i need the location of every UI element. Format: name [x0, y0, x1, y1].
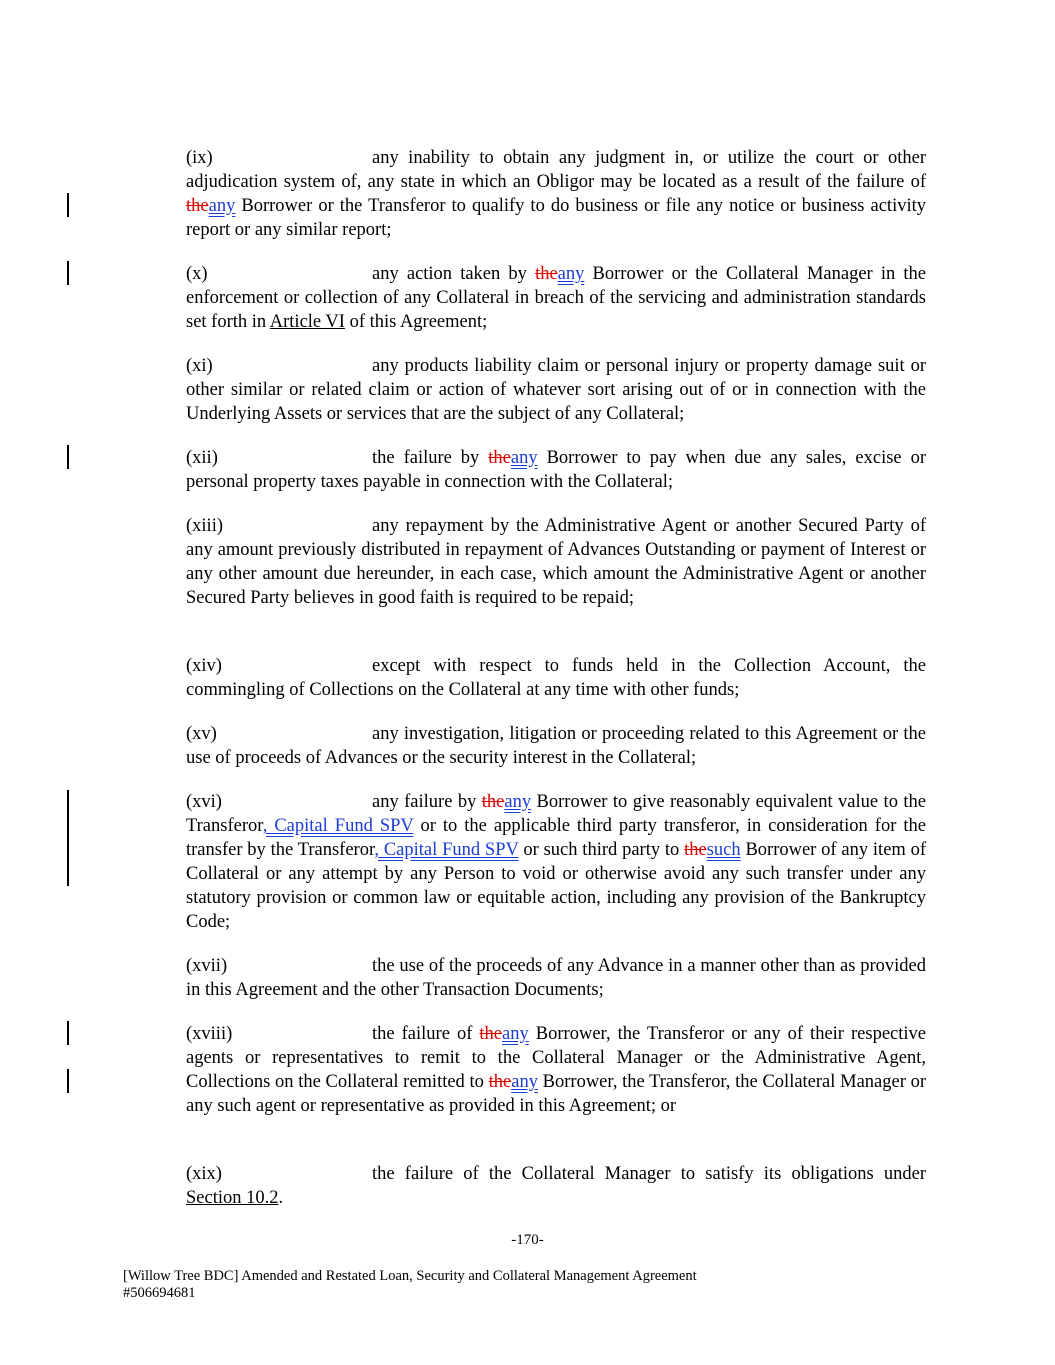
paragraph-text: the failure by: [372, 448, 489, 468]
paragraph-text: any inability to obtain any judgment in, or utilize the court or other adjudication system of, any state in which an Obligor may be located as a result of the failure of: [186, 148, 926, 192]
footer-title: [Willow Tree BDC] Amended and Restated Loan, Security and Collateral Management Agreement: [123, 1268, 697, 1284]
paragraph-number: (xiv): [186, 656, 222, 676]
paragraph-text: Borrower of any item of Collateral or any attempt by any Person to void or otherwise avoid any such transfer under any statutory provision or common law or equitable action, including any provision of the Bankruptcy Code;: [186, 840, 927, 932]
paragraph-text: or such third party to: [518, 840, 685, 860]
paragraph-text: any failure by: [372, 792, 482, 812]
paragraph-x: [186, 262, 926, 334]
paragraph-number: (xi): [186, 356, 213, 376]
paragraph-xiii: [186, 514, 926, 610]
deleted-text: the: [481, 792, 505, 812]
paragraph-number: (xix): [186, 1164, 222, 1184]
change-bar: [67, 790, 69, 886]
deleted-text: the: [479, 1024, 503, 1044]
paragraph-xix: [186, 1162, 926, 1210]
inserted-text: , Capital Fund SPV: [374, 840, 519, 860]
paragraph-number: (xiii): [186, 516, 223, 536]
paragraph-xvii: [186, 954, 926, 1002]
paragraph-xviii: [186, 1022, 926, 1118]
inserted-text: any: [504, 792, 532, 812]
paragraph-text: any repayment by the Administrative Agent or another Secured Party of any amount previously distributed in repayment of Advances Outstanding or payment of Interest or any other amount due hereunder, in each case, which amount the Administrative Agent or another Secured Party believes in good faith is required to be repaid;: [186, 516, 926, 608]
paragraph-xi: [186, 354, 926, 426]
inserted-text: any: [557, 264, 585, 284]
paragraph-text: the failure of: [372, 1024, 480, 1044]
paragraph-number: (xii): [186, 448, 218, 468]
deleted-text: the: [684, 840, 707, 860]
paragraph-text: Borrower, the Transferor or any of their respective agents or representatives to remit to the Collateral Manager or the Administrative Agent, Collections on the Collateral remitted to: [186, 1024, 926, 1092]
paragraph-number: (xviii): [186, 1024, 233, 1044]
inserted-text: , Capital Fund SPV: [262, 816, 414, 836]
inserted-text: any: [502, 1024, 529, 1044]
paragraph-text: .: [278, 1188, 284, 1208]
change-bar: [67, 1021, 69, 1045]
change-bar: [67, 193, 69, 217]
paragraph-xiv: [186, 654, 926, 702]
paragraph-text: Borrower, the Transferor, the Collateral Manager or any such agent or representative as provided in this Agreement; or: [186, 1072, 926, 1116]
paragraph-text: of this Agreement;: [344, 312, 488, 332]
deleted-text: the: [488, 448, 511, 468]
paragraph-text: Borrower to pay when due any sales, excise or personal property taxes payable in connection with the Collateral;: [186, 448, 926, 492]
paragraph-number: (xv): [186, 724, 217, 744]
paragraph-text: the failure of the Collateral Manager to satisfy its obligations under: [372, 1164, 926, 1184]
paragraph-text: Borrower or the Collateral Manager in the enforcement or collection of any Collateral in breach of the servicing and administration standards set forth in: [186, 264, 926, 332]
change-bar: [67, 445, 69, 469]
paragraph-text: any investigation, litigation or proceeding related to this Agreement or the use of proceeds of Advances or the security interest in the Collateral;: [186, 724, 926, 768]
footer-doc-id: #506694681: [123, 1285, 196, 1301]
paragraph-number: (xvi): [186, 792, 222, 812]
paragraph-text: Borrower to give reasonably equivalent value to the Transferor: [186, 792, 926, 836]
paragraph-xvi: [186, 790, 926, 934]
paragraph-text: except with respect to funds held in the Collection Account, the commingling of Collections on the Collateral at any time with other funds;: [186, 656, 926, 700]
paragraph-text: the use of the proceeds of any Advance in a manner other than as provided in this Agreement and the other Transaction Documents;: [186, 956, 926, 1000]
deleted-text: the: [535, 264, 558, 284]
paragraph-ix: [186, 146, 926, 242]
section-reference: Section 10.2: [186, 1188, 279, 1208]
document-footer: [123, 1268, 697, 1302]
paragraph-xii: [186, 446, 926, 494]
paragraph-text: any action taken by: [372, 264, 536, 284]
inserted-text: any: [208, 196, 236, 216]
paragraph-number: (ix): [186, 148, 213, 168]
paragraph-number: (x): [186, 264, 208, 284]
deleted-text: the: [488, 1072, 512, 1092]
change-bar: [67, 261, 69, 285]
page-number: -170-: [511, 1232, 544, 1248]
change-bar: [67, 1069, 69, 1093]
deleted-text: the: [186, 196, 209, 216]
paragraph-text: or to the applicable third party transferor, in consideration for the transfer by the Transferor: [186, 816, 926, 860]
inserted-text: such: [706, 840, 741, 860]
paragraph-number: (xvii): [186, 956, 228, 976]
paragraph-xv: [186, 722, 926, 770]
paragraph-text: any products liability claim or personal injury or property damage suit or other similar or related claim or action of whatever sort arising out of or in connection with the Underlying Assets or services that are the subject of any Collateral;: [186, 356, 926, 424]
paragraph-text: Borrower or the Transferor to qualify to do business or file any notice or business activity report or any similar report;: [186, 196, 926, 240]
inserted-text: any: [510, 448, 538, 468]
inserted-text: any: [511, 1072, 538, 1092]
article-reference: Article VI: [269, 312, 345, 332]
